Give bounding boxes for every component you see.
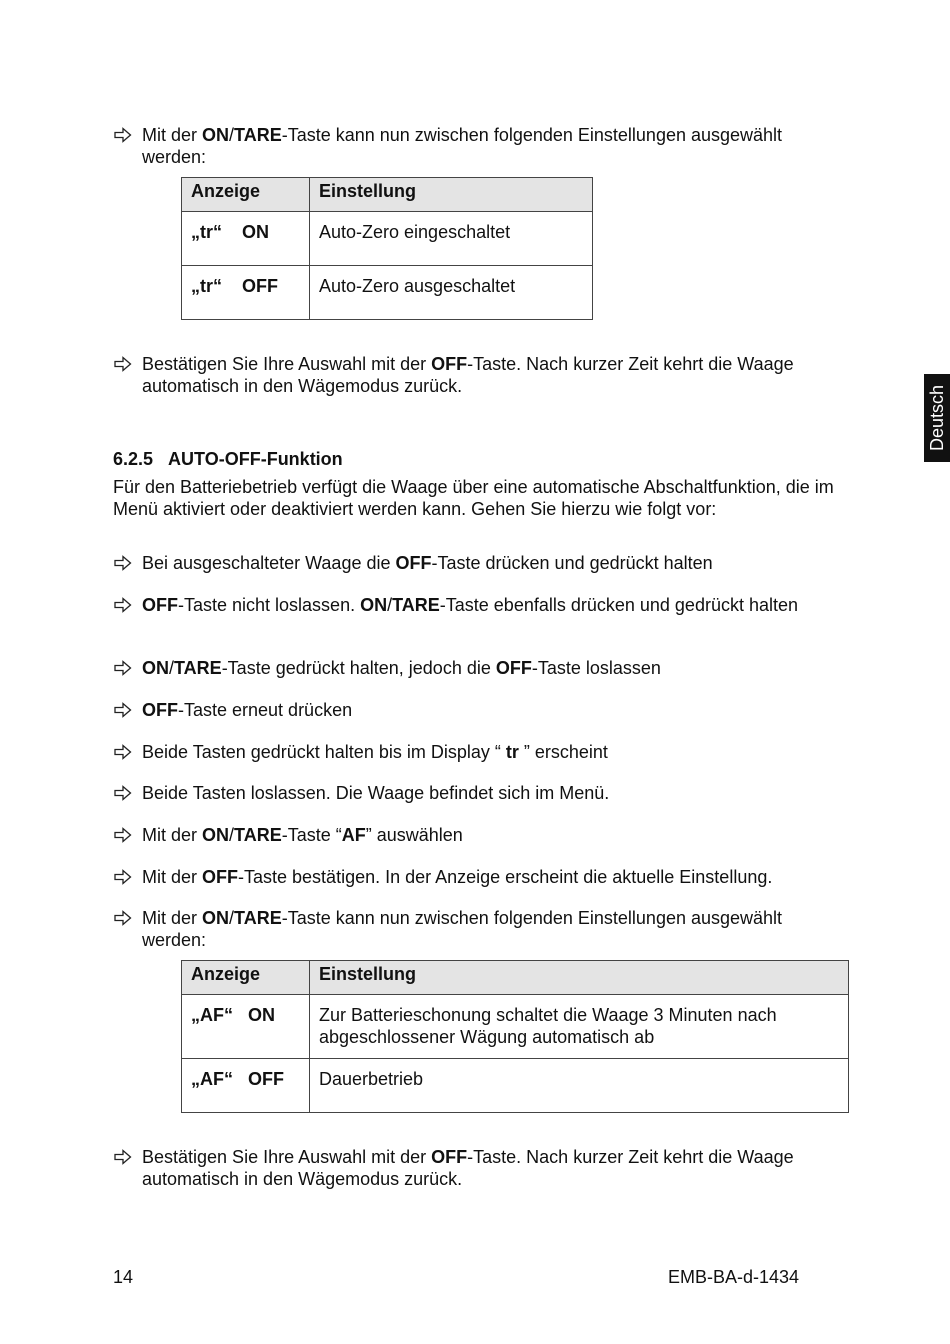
hollow-right-arrow-icon bbox=[113, 824, 135, 846]
section-heading bbox=[113, 448, 343, 470]
bold-term: OFF bbox=[202, 867, 239, 887]
bold-term: OFF bbox=[431, 1147, 468, 1167]
instruction-text: Mit der ON/TARE-Taste “AF” auswählen bbox=[142, 825, 463, 845]
bold-term: OFF bbox=[142, 700, 178, 720]
hollow-right-arrow-icon bbox=[113, 353, 135, 375]
section-intro: Für den Batteriebetrieb verfügt die Waage über eine automatische Abschaltfunktion, die im Menü aktiviert oder deaktiviert werden kann. Gehen Sie hierzu wie folgt vor: bbox=[113, 477, 834, 519]
hollow-right-arrow-icon bbox=[113, 1146, 135, 1168]
table-cell-display: „AF“ ON bbox=[182, 995, 310, 1059]
hollow-right-arrow-icon bbox=[113, 866, 135, 888]
section-number: 6.2.5 bbox=[113, 449, 154, 469]
table-row bbox=[182, 266, 593, 320]
instruction-text: Bestätigen Sie Ihre Auswahl mit der OFF-Taste. Nach kurzer Zeit kehrt die Waage automatisch in den Wägemodus zurück. bbox=[142, 354, 794, 396]
table-header: Einstellung bbox=[310, 961, 849, 995]
instruction-text: Mit der ON/TARE-Taste kann nun zwischen folgenden Einstellungen ausgewählt werden: bbox=[142, 125, 783, 167]
table-cell-setting: Zur Batterieschonung schaltet die Waage 3 Minuten nach abgeschlossener Wägung automatisch ab bbox=[310, 995, 849, 1059]
hollow-right-arrow-icon bbox=[113, 594, 135, 616]
hollow-right-arrow-icon bbox=[113, 782, 135, 804]
instruction-step bbox=[113, 552, 843, 574]
bold-term: TARE bbox=[234, 825, 282, 845]
bold-term: ON bbox=[202, 908, 230, 928]
table-row bbox=[182, 995, 849, 1059]
table-row bbox=[182, 1059, 849, 1113]
instruction-text: Bei ausgeschalteter Waage die OFF-Taste drücken und gedrückt halten bbox=[142, 553, 713, 573]
table-cell-display: „AF“ OFF bbox=[182, 1059, 310, 1113]
bold-term: OFF bbox=[142, 595, 178, 615]
table-cell-display: „tr“ OFF bbox=[182, 266, 310, 320]
instruction-text: Bestätigen Sie Ihre Auswahl mit der OFF-Taste. Nach kurzer Zeit kehrt die Waage automatisch in den Wägemodus zurück. bbox=[142, 1147, 794, 1189]
table-cell-display: „tr“ ON bbox=[182, 212, 310, 266]
page-number: 14 bbox=[113, 1267, 134, 1287]
bold-term: TARE bbox=[392, 595, 440, 615]
instruction-text: OFF-Taste nicht loslassen. ON/TARE-Taste ebenfalls drücken und gedrückt halten bbox=[142, 595, 799, 615]
instruction-step bbox=[113, 741, 843, 763]
bold-term: OFF bbox=[431, 354, 468, 374]
bold-term: OFF bbox=[495, 658, 532, 678]
instruction-step bbox=[113, 353, 843, 397]
language-tab bbox=[924, 374, 950, 462]
hollow-right-arrow-icon bbox=[113, 552, 135, 574]
hollow-right-arrow-icon bbox=[113, 657, 135, 679]
bold-term: TARE bbox=[234, 125, 282, 145]
bold-term: TARE bbox=[234, 908, 282, 928]
hollow-right-arrow-icon bbox=[113, 124, 135, 146]
instruction-text: Mit der OFF-Taste bestätigen. In der Anzeige erscheint die aktuelle Einstellung. bbox=[142, 867, 773, 887]
table-header: Einstellung bbox=[310, 178, 593, 212]
instruction-text: ON/TARE-Taste gedrückt halten, jedoch die OFF-Taste loslassen bbox=[142, 658, 661, 678]
hollow-right-arrow-icon bbox=[113, 907, 135, 929]
table-cell-setting: Auto-Zero eingeschaltet bbox=[310, 212, 593, 266]
document-code: EMB-BA-d-1434 bbox=[668, 1267, 800, 1287]
instruction-step bbox=[113, 594, 843, 616]
instruction-step bbox=[113, 657, 843, 679]
instruction-text: Mit der ON/TARE-Taste kann nun zwischen folgenden Einstellungen ausgewählt werden: bbox=[142, 908, 783, 950]
bold-term: ON bbox=[202, 125, 230, 145]
settings-table-tr bbox=[181, 177, 593, 320]
instruction-text: OFF-Taste erneut drücken bbox=[142, 700, 353, 720]
instruction-step bbox=[113, 1146, 843, 1190]
bold-term: TARE bbox=[174, 658, 222, 678]
settings-table-af bbox=[181, 960, 849, 1113]
language-tab-label: Deutsch bbox=[927, 384, 947, 452]
hollow-right-arrow-icon bbox=[113, 741, 135, 763]
table-header-row bbox=[182, 178, 593, 212]
bold-term: ON bbox=[360, 595, 388, 615]
bold-term: ON bbox=[202, 825, 230, 845]
bold-term: OFF bbox=[395, 553, 432, 573]
instruction-step bbox=[113, 699, 843, 721]
instruction-step bbox=[113, 824, 843, 846]
bold-term: ON bbox=[142, 658, 169, 678]
bold-term: AF bbox=[341, 825, 366, 845]
instruction-step bbox=[113, 866, 843, 888]
bold-term: tr bbox=[505, 742, 519, 762]
hollow-right-arrow-icon bbox=[113, 699, 135, 721]
instruction-step bbox=[113, 782, 843, 804]
instruction-step bbox=[113, 907, 843, 951]
instruction-text: Beide Tasten loslassen. Die Waage befindet sich im Menü. bbox=[142, 783, 610, 803]
table-row bbox=[182, 212, 593, 266]
instruction-step bbox=[113, 124, 843, 168]
table-header: Anzeige bbox=[182, 961, 310, 995]
table-header-row bbox=[182, 961, 849, 995]
table-cell-setting: Dauerbetrieb bbox=[310, 1059, 849, 1113]
section-title: AUTO-OFF-Funktion bbox=[168, 449, 343, 469]
instruction-text: Beide Tasten gedrückt halten bis im Display “ tr ” erscheint bbox=[142, 742, 608, 762]
table-cell-setting: Auto-Zero ausgeschaltet bbox=[310, 266, 593, 320]
table-header: Anzeige bbox=[182, 178, 310, 212]
